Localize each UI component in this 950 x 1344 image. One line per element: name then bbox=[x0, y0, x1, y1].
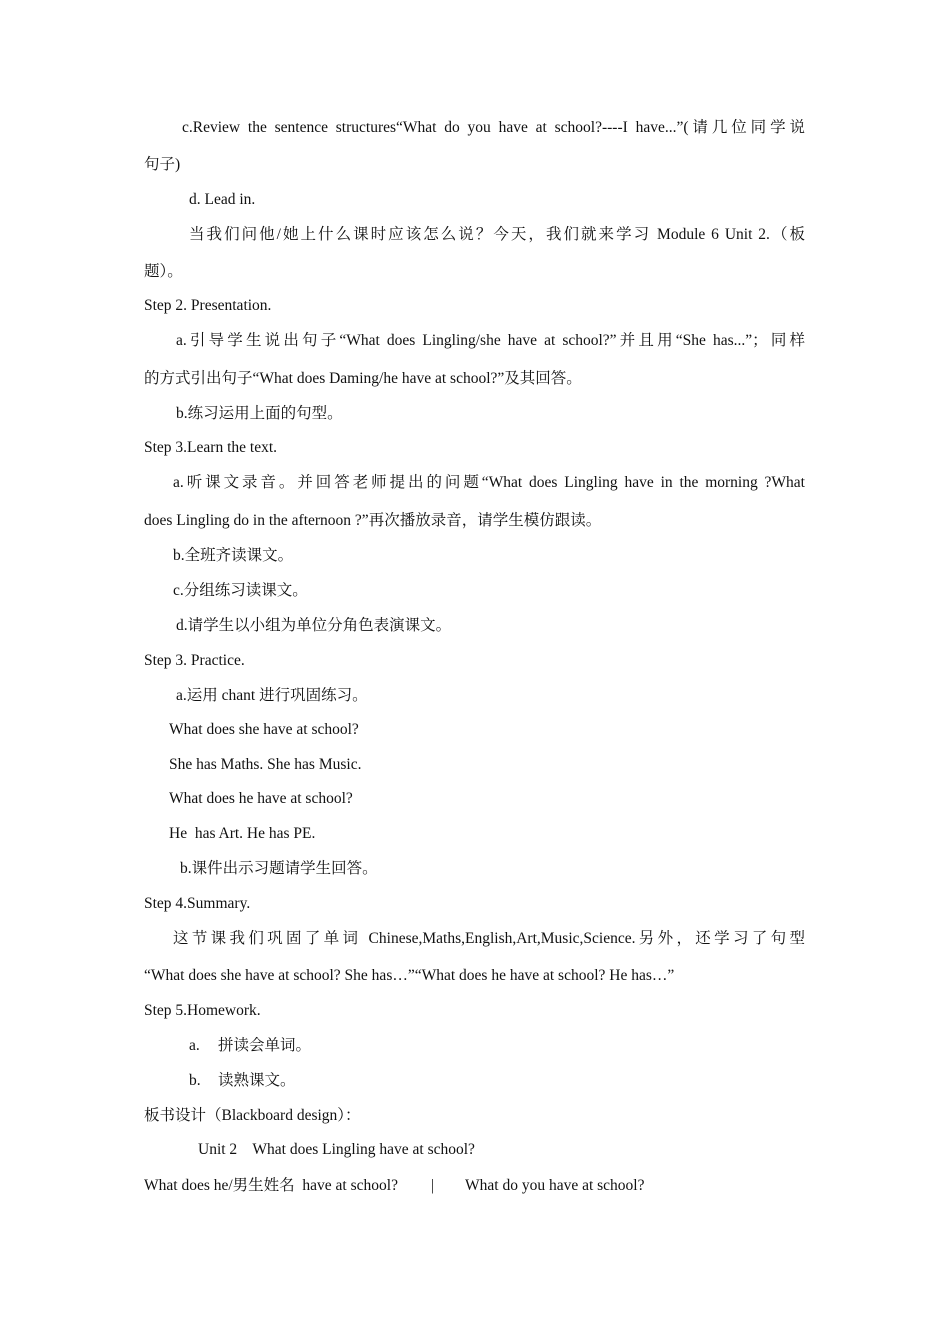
text-line: b.全班齐读课文。 bbox=[173, 547, 294, 564]
blackboard-divider: | bbox=[431, 1177, 435, 1194]
step-heading: Step 4.Summary. bbox=[144, 895, 251, 912]
section-heading: 板书设计（Blackboard design）： bbox=[144, 1107, 361, 1124]
text-line: 的方式引出句子“What does Daming/he have at school?”及其回答。 bbox=[144, 370, 582, 387]
blackboard-left-question: What does he/男生姓名 have at school? bbox=[144, 1177, 398, 1194]
step-heading: Step 3. Practice. bbox=[144, 652, 245, 669]
blackboard-right-question: What do you have at school? bbox=[465, 1177, 645, 1194]
blackboard-title: Unit 2 What does Lingling have at school? bbox=[198, 1141, 475, 1158]
step-heading: Step 5.Homework. bbox=[144, 1002, 261, 1019]
text-line: a.引导学生说出句子“What does Lingling/she have at school?”并且用“She has...”；同样 bbox=[176, 332, 805, 349]
text-line: a.听课文录音。并回答老师提出的问题“What does Lingling have in the morning ?What bbox=[173, 474, 805, 491]
chant-line: What does she have at school? bbox=[169, 721, 359, 738]
step-heading: Step 3.Learn the text. bbox=[144, 439, 277, 456]
text-line: d.请学生以小组为单位分角色表演课文。 bbox=[176, 617, 452, 634]
step-heading: Step 2. Presentation. bbox=[144, 297, 272, 314]
text-line: 句子) bbox=[144, 156, 181, 173]
text-line: 当我们问他/她上什么课时应该怎么说？今天，我们就来学习 Module 6 Unit 2.（板 bbox=[189, 226, 805, 243]
list-marker: b. bbox=[189, 1072, 201, 1089]
text-line: does Lingling do in the afternoon ?”再次播放录音，请学生模仿跟读。 bbox=[144, 512, 602, 529]
text-line: c.Review the sentence structures“What do you have at school?----I have...”(请几位同学说 bbox=[182, 119, 805, 136]
text-line: c.分组练习读课文。 bbox=[173, 582, 308, 599]
text-line: d. Lead in. bbox=[189, 191, 256, 208]
list-item: 拼读会单词。 bbox=[218, 1037, 312, 1054]
text-line: b.课件出示习题请学生回答。 bbox=[180, 860, 378, 877]
list-item: 读熟课文。 bbox=[218, 1072, 296, 1089]
text-line: a.运用 chant 进行巩固练习。 bbox=[176, 687, 368, 704]
chant-line: She has Maths. She has Music. bbox=[169, 756, 362, 773]
text-line: “What does she have at school? She has…”“What does he have at school? He has…” bbox=[144, 967, 675, 984]
chant-line: He has Art. He has PE. bbox=[169, 825, 316, 842]
text-line: 这节课我们巩固了单词 Chinese,Maths,English,Art,Music,Science.另外，还学习了句型 bbox=[173, 930, 805, 947]
chant-line: What does he have at school? bbox=[169, 790, 353, 807]
text-line: 题）。 bbox=[144, 263, 183, 280]
text-line: b.练习运用上面的句型。 bbox=[176, 405, 343, 422]
list-marker: a. bbox=[189, 1037, 200, 1054]
